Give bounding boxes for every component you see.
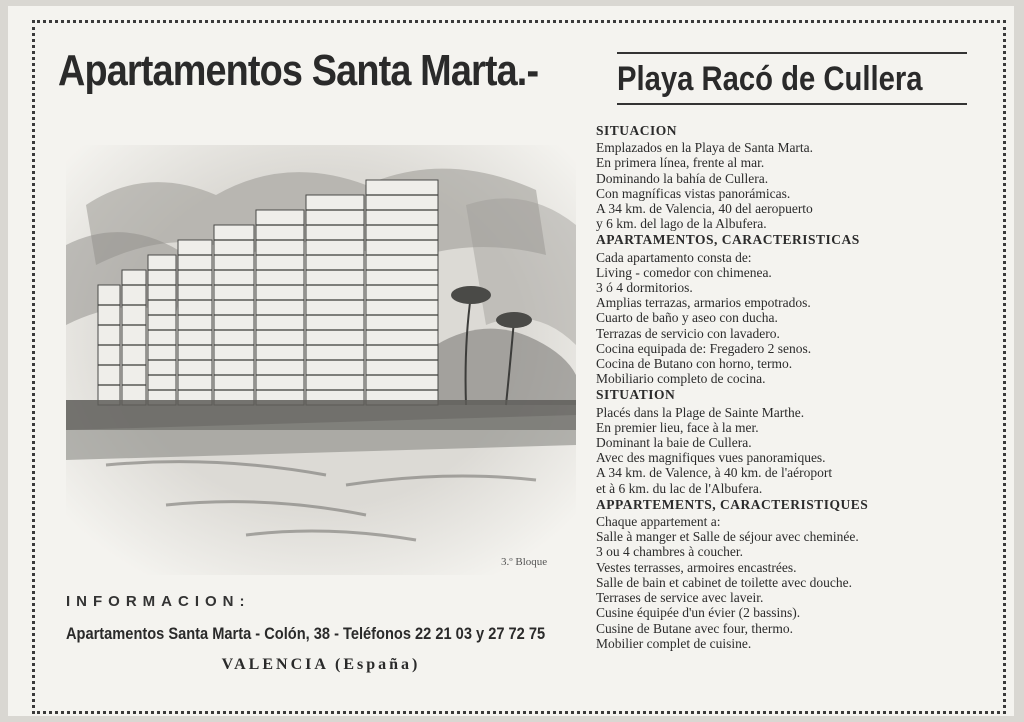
section-line: Cusine de Butane avec four, thermo. <box>596 620 794 636</box>
section-apartamentos <box>596 232 976 386</box>
information-heading: INFORMACION: <box>66 593 251 610</box>
section-line: 3 ó 4 dormitorios. <box>596 280 693 296</box>
section-line: Salle de bain et cabinet de toilette avec douche. <box>596 574 853 590</box>
section-title: APARTAMENTOS, CARACTERISTICAS <box>596 232 860 248</box>
section-situation <box>596 387 976 495</box>
section-line: Chaque appartement a: <box>596 514 721 530</box>
section-line: Dominando la bahía de Cullera. <box>596 170 769 186</box>
section-line: Avec des magnifiques vues panoramiques. <box>596 450 826 466</box>
section-line: Cocina de Butano con horno, termo. <box>596 356 793 372</box>
section-line: En primera línea, frente al mar. <box>596 155 765 171</box>
section-line: Mobiliario completo de cocina. <box>596 371 766 387</box>
section-line: Salle à manger et Salle de séjour avec cheminée. <box>596 529 859 545</box>
section-situacion <box>596 123 976 231</box>
subtitle-box <box>617 52 967 105</box>
subtitle: Playa Racó de Cullera <box>617 60 923 98</box>
section-line: Dominant la baie de Cullera. <box>596 435 752 451</box>
section-line: A 34 km. de Valencia, 40 del aeropuerto <box>596 201 813 217</box>
section-line: Terrazas de servicio con lavadero. <box>596 325 780 341</box>
section-line: Con magníficas vistas panorámicas. <box>596 185 791 201</box>
main-title: Apartamentos Santa Marta.- <box>58 46 539 95</box>
section-title: SITUATION <box>596 387 676 403</box>
section-line: Amplias terrazas, armarios empotrados. <box>596 295 811 311</box>
section-line: Cocina equipada de: Fregadero 2 senos. <box>596 340 812 356</box>
section-line: Placés dans la Plage de Sainte Marthe. <box>596 404 805 420</box>
section-line: Emplazados en la Playa de Santa Marta. <box>596 140 814 156</box>
section-line: En premier lieu, face à la mer. <box>596 419 759 435</box>
section-line: Vestes terrasses, armoires encastrées. <box>596 559 797 575</box>
section-line: y 6 km. del lago de la Albufera. <box>596 216 767 232</box>
section-line: Mobilier complet de cuisine. <box>596 635 752 651</box>
section-line: Cada apartamento consta de: <box>596 249 752 265</box>
section-title: APPARTEMENTS, CARACTERISTIQUES <box>596 496 869 512</box>
section-line: Terrases de service avec laveir. <box>596 590 764 606</box>
section-line: Cuarto de baño y aseo con ducha. <box>596 310 778 326</box>
section-line: Cusine équipée d'un évier (2 bassins). <box>596 605 801 621</box>
city-line: VALENCIA (España) <box>221 656 421 673</box>
section-line: Living - comedor con chimenea. <box>596 264 772 280</box>
section-line: A 34 km. de Valence, à 40 km. de l'aéroport <box>596 465 833 481</box>
section-title: SITUACION <box>596 123 678 138</box>
section-line: 3 ou 4 chambres à coucher. <box>596 544 743 560</box>
section-appartements <box>596 497 976 651</box>
building-drawing <box>66 145 576 575</box>
description-column <box>596 122 976 651</box>
section-line: et à 6 km. du lac de l'Albufera. <box>596 480 763 496</box>
contact-line: Apartamentos Santa Marta - Colón, 38 - Teléfonos 22 21 03 y 27 72 75 <box>66 624 546 643</box>
building-illustration <box>66 145 576 575</box>
illustration-signature: 3.º Bloque <box>501 556 548 568</box>
